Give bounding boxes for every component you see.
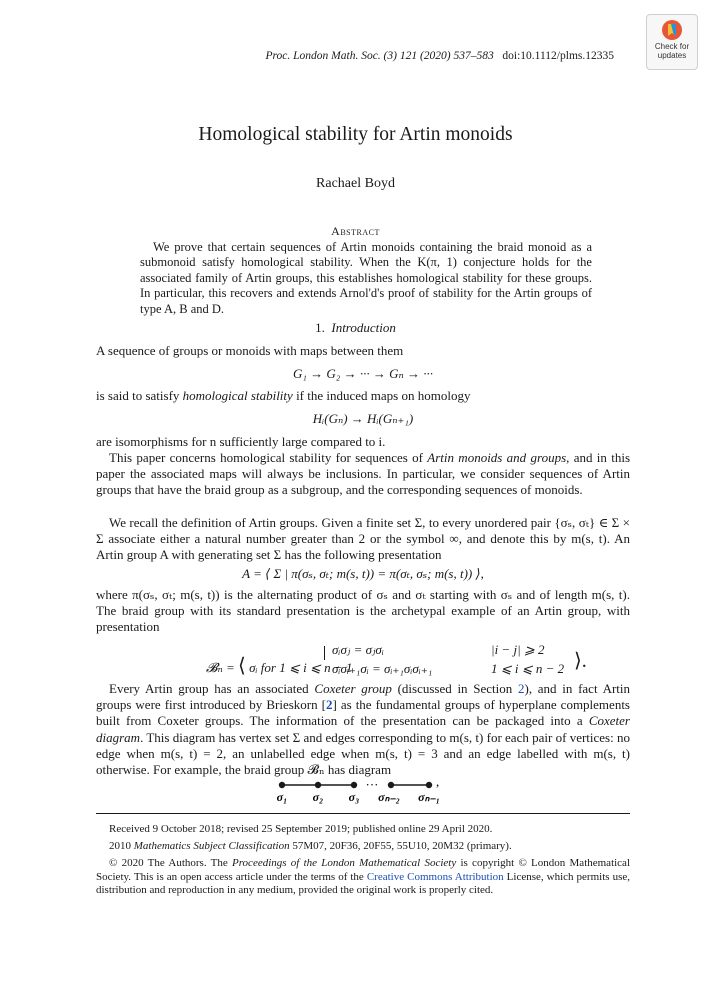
section-heading [0,320,711,336]
braid-relation-1: σᵢσⱼ = σⱼσᵢ [332,642,384,657]
footnote-received: Received 9 October 2018; revised 25 September 2019; published online 29 April 2020. [109,823,493,835]
paragraph-7: Every Artin group has an associated Coxeter group (discussed in Section 2), and in fact Artin groups were first introduced by Brieskorn [2] as the fundamental groups of hyperplane complements built from Coxeter groups. The information of the presentation can be packaged into a Coxeter diagram. This diagram has vertex set Σ and edges corresponding to m(s, t) for each pair of vertices: no edge when m(s, t) = 2, an unlabelled edge when m(s, t) = 3 and an edge labelled with m(s, t) otherwise. For example, the braid group 𝓑ₙ has diagram [96,681,631,778]
author-name: Rachael Boyd [316,176,395,191]
diagram-node-2 [315,782,321,788]
braid-group-presentation [96,642,630,682]
paragraph-6: where π(σₛ, σₜ; m(s, t)) is the alternating product of σₛ and σₜ starting with σₛ and of length m(s, t). The braid group with its standard presentation is the archetypal example of an Artin group, with presentation [96,587,630,635]
braid-generators: σᵢ for 1 ⩽ i ⩽ n − 1 [249,660,353,675]
paragraph-3: are isomorphisms for n sufficiently large compared to i. [96,434,386,449]
paragraph-4 [96,450,630,499]
footnote-copyright: © 2020 The Authors. The Proceedings of the London Mathematical Society is copyright © London Mathematical Society. This is an open access article under the terms of the Creative Commons Attribution License, which permits use, distribution and reproduction in any medium, provided the original work is properly cited. [96,857,630,897]
p2-text-a: is said to satisfy [96,388,183,403]
badge-line1: Check for [654,42,690,51]
abstract-heading: Abstract [331,224,380,238]
paragraph-1: A sequence of groups or monoids with maps between them [96,343,404,358]
creative-commons-link[interactable]: Creative Commons Attribution [366,870,504,883]
diagram-node-5 [426,782,432,788]
diagram-node-1 [279,782,285,788]
section-title: Introduction [331,320,396,335]
journal-citation: Proc. London Math. Soc. (3) 121 (2020) 537–583 [265,50,494,62]
paper-title: Homological stability for Artin monoids [198,124,513,145]
equation-artin-presentation: A = ⟨ Σ | π(σₛ, σₜ; m(s, t)) = π(σₜ, σₛ; m(s, t)) ⟩, [242,566,484,581]
diagram-label-5: σₙ₋₁ [418,790,440,804]
section-number: 1. [315,320,325,335]
diagram-node-3 [351,782,357,788]
diagram-trailing-comma: , [436,776,440,789]
footnote-msc: 2010 Mathematics Subject Classification 57M07, 20F36, 20F55, 55U10, 20M32 (primary). [109,840,512,852]
doi[interactable]: doi:10.1112/plms.12335 [502,50,614,62]
coxeter-diagram [262,776,462,806]
diagram-label-2: σ₂ [312,790,324,804]
diagram-label-3: σ₃ [348,790,360,804]
p2-emphasis: homological stability [182,388,293,403]
p2-text-b: if the induced maps on homology [292,388,471,403]
diagram-label-1: σ₁ [276,790,288,804]
diagram-node-4 [388,782,394,788]
running-header [265,50,614,62]
p7-coxeter-diagram: Coxeter diagram [96,713,630,745]
footnote-rule [96,813,630,814]
equation-homology: Hᵢ(Gₙ) → Hᵢ(Gₙ₊₁) [312,411,414,426]
p7-coxeter-group: Coxeter group [314,681,392,696]
bookmark-icon [661,19,683,41]
paragraph-2 [96,388,630,404]
right-angle-bracket: ⟩. [574,650,587,672]
p4-emphasis: Artin monoids and groups [427,450,567,465]
diagram-label-4: σₙ₋₂ [378,790,400,804]
check-for-updates-badge[interactable] [646,14,698,70]
citation-2-link[interactable]: 2 [325,697,333,713]
braid-relation-2: σᵢσᵢ₊₁σᵢ = σᵢ₊₁σᵢσᵢ₊₁ [332,661,433,676]
section-2-link[interactable]: 2 [517,681,525,696]
equation-sequence: G₁ → G₂ → ··· → Gₙ → ··· [293,366,433,381]
p4-text-a: This paper concerns homological stability for sequences of [109,450,428,465]
braid-lhs: 𝓑ₙ = ⟨ σᵢ for 1 ⩽ i ⩽ n − 1 [206,655,353,677]
p4-text-b: , and in this paper the associated maps will always be inclusions. In particular, we consider sequences of Artin groups that have the braid group as a subgroup, and the corresponding sequences of monoids. [96,450,630,498]
paragraph-5: We recall the definition of Artin groups. Given a finite set Σ, to every unordered pair {σₛ, σₜ} ∈ Σ × Σ associate either a natural number greater than 2 or the symbol ∞, and denote this by m(s, t). An Artin group A with generating set Σ has the following presentation [96,515,630,563]
diagram-dots: ··· [365,777,379,792]
braid-condition-1: |i − j| ⩾ 2 [491,642,545,657]
presentation-bar [324,646,325,660]
abstract-text: We prove that certain sequences of Artin monoids containing the braid monoid as a submonoid satisfy homological stability. When the K(π, 1) conjecture holds for the associated family of Artin groups, this establishes homological stability for these groups. In particular, this recovers and extends Arnol'd's proof of stability for the Artin groups of type A, B and D. [140,240,592,316]
braid-condition-2: 1 ⩽ i ⩽ n − 2 [491,661,565,676]
badge-line2: updates [657,51,687,60]
